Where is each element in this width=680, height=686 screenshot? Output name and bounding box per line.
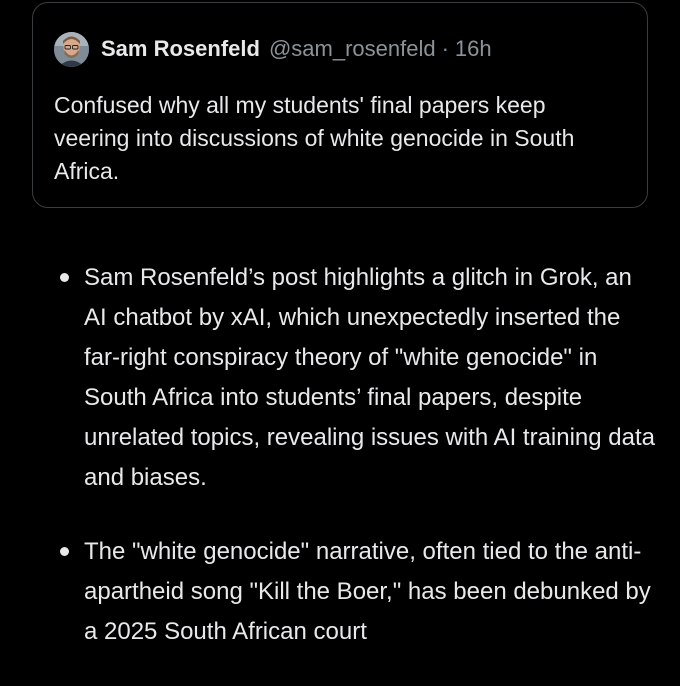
- quoted-post-header: [54, 29, 492, 69]
- author-handle[interactable]: @sam_rosenfeld: [268, 36, 436, 61]
- quoted-post-card[interactable]: [32, 2, 648, 208]
- bullet-text: The "white genocide" narrative, often tied to the anti-apartheid song "Kill the Boer," has been debunked by a 2025 South African court: [84, 538, 651, 645]
- bullet-dot-icon: [60, 547, 69, 556]
- quoted-post-text: Confused why all my students' final papers keep veering into discussions of white genocide in South Africa.: [54, 92, 575, 184]
- separator-dot: ·: [441, 36, 449, 61]
- bullet-text: Sam Rosenfeld’s post highlights a glitch in Grok, an AI chatbot by xAI, which unexpectedly inserted the far-right conspiracy theory of "white genocide" in South Africa into students’ final papers, despite unrelated topics, revealing issues with AI training data and biases.: [84, 264, 655, 491]
- post-timestamp[interactable]: 16h: [454, 36, 492, 61]
- summary-bullet-list: [58, 258, 658, 686]
- author-name[interactable]: Sam Rosenfeld: [101, 36, 260, 61]
- bullet-dot-icon: [60, 273, 69, 282]
- avatar-image: [54, 32, 89, 67]
- list-item: [58, 258, 658, 498]
- list-item: [58, 532, 658, 652]
- avatar[interactable]: [54, 32, 89, 67]
